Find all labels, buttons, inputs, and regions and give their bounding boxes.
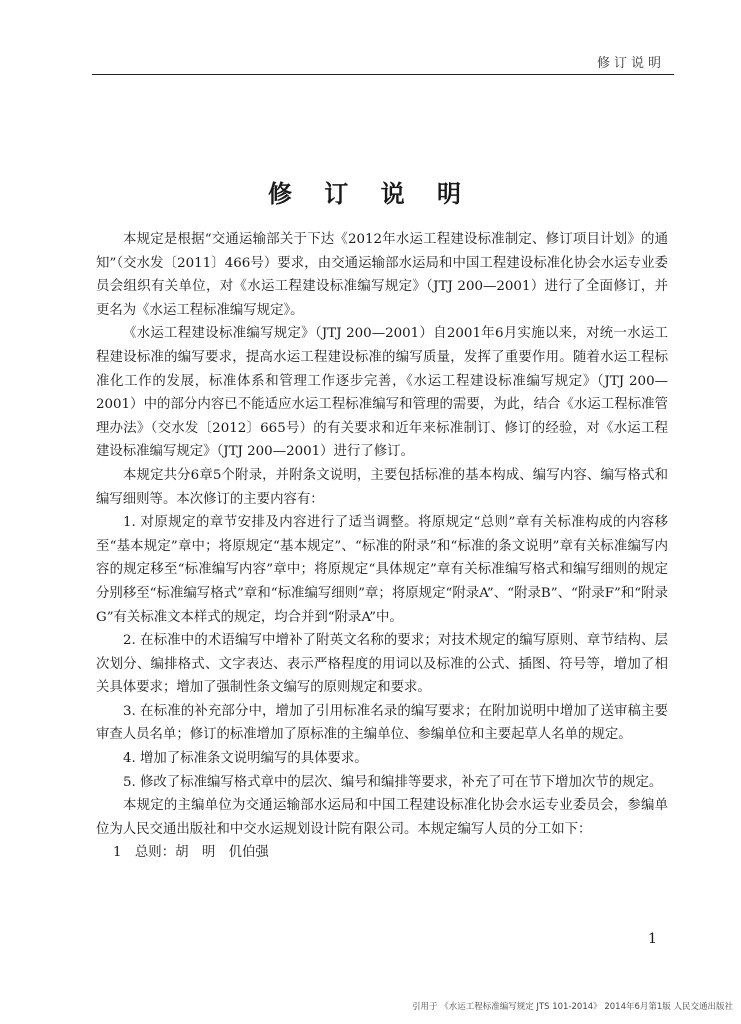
list-item: 4. 增加了标准条文说明编写的具体要求。 [123, 751, 368, 767]
header-rule [92, 74, 674, 75]
list-item: 2. 在标准中的术语编写中增补了附英文名称的要求；对技术规定的编写原则、章节结构、层次划分、编排格式、文字表达、表示严格程度的用词以及标准的公式、插图、符号等，增加了相关具体要求；增加了强制性条文编写的原则规定和要求。 [96, 633, 668, 696]
paragraph: 《水运工程建设标准编写规定》（JTJ 200—2001）自2001年6月实施以来，对统一水运工程建设标准的编写要求，提高水运工程建设标准的编写质量，发挥了重要作用。随着水运工程标准化工作的发展，标准体系和管理工作逐步完善，《水运工程建设标准编写规定》（JTJ 200—2001）中的部分内容已不能适应水运工程标准编写和管理的需要，为此，结合《水运工程标准管理办法》（交水发〔2012〕665号）的有关要求和近年来标准制订、修订的经验，对《水运工程建设标准编写规定》（JTJ 200—2001）进行了修订。 [96, 326, 668, 460]
page-title: 修 订 说 明 [267, 180, 474, 208]
footer-citation: 引用于 《水运工程标准编写规定 JTS 101-2014》 2014年6月第1版 人民交通出版社 [412, 1002, 733, 1012]
list-item: 5. 修改了标准编写格式章中的层次、编号和编排等要求，补充了可在节下增加次节的规定。 [123, 774, 663, 790]
page-number: 1 [648, 931, 657, 947]
running-header: 修订说明 [596, 56, 665, 71]
list-item: 3. 在标准的补充部分中，增加了引用标准名录的编写要求；在附加说明中增加了送审稿主要审查人员名单；修订的标准增加了原标准的主编单位、参编单位和主要起草人名单的规定。 [96, 703, 668, 743]
paragraph: 本规定是根据“交通运输部关于下达《2012年水运工程建设标准制定、修订项目计划》的通知”（交水发〔2011〕466号）要求，由交通运输部水运局和中国工程建设标准化协会水运专业委员会组织有关单位，对《水运工程建设标准编写规定》（JTJ 200—2001）进行了全面修订，并更名为《水运工程标准编写规定》。 [96, 232, 668, 318]
list-item: 1. 对原规定的章节安排及内容进行了适当调整。将原规定“总则”章有关标准构成的内容移至“基本规定”章中；将原规定“基本规定”、“标准的附录”和“标准的条文说明”章有关标准编写内容的规定移至“标准编写内容”章中；将原规定“具体规定”章有关标准编写格式和编写细则的规定分别移至“标准编写格式”章和“标准编写细则”章；将原规定“附录A”、“附录B”、“附录F”和“附录G”有关标准文本样式的规定，均合并到“附录A”中。 [96, 515, 668, 625]
paragraph: 本规定共分6章5个附录，并附条文说明，主要包括标准的基本构成、编写内容、编写格式和编写细则等。本次修订的主要内容有： [96, 467, 668, 507]
staff-line: 1 总则：胡 明 仉伯强 [113, 845, 269, 861]
paragraph: 本规定的主编单位为交通运输部水运局和中国工程建设标准化协会水运专业委员会，参编单位为人民交通出版社和中交水运规划设计院有限公司。本规定编写人员的分工如下： [96, 798, 668, 837]
body-text [96, 228, 668, 865]
